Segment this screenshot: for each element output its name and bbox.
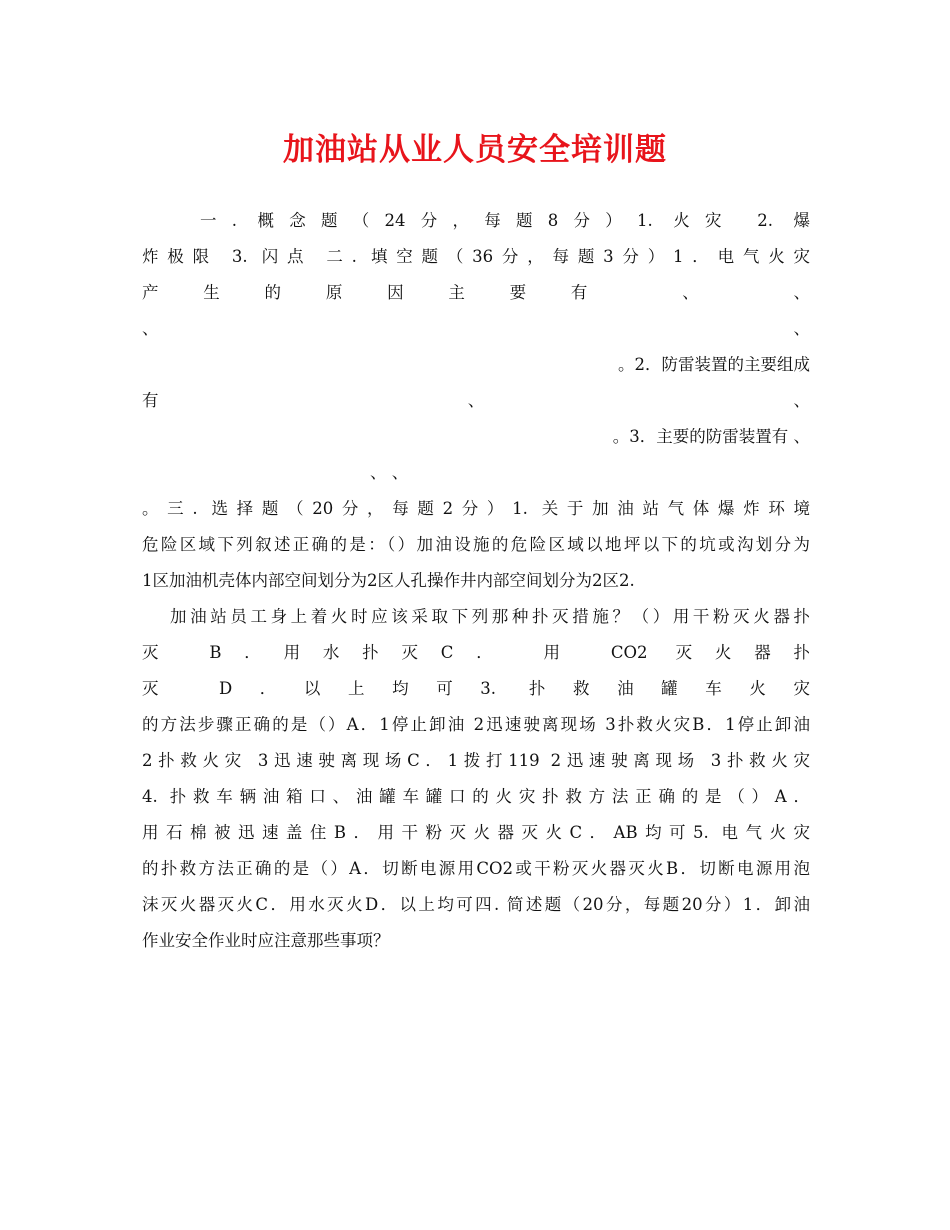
text-line-10: 危险区域下列叙述正确的是：（）加油设施的危险区域以地坪以下的坑或沟划分为	[142, 535, 810, 554]
text-line-13: 灭 B．用水扑灭C． 用 CO2 灭火器扑	[142, 643, 810, 662]
text-line-14: 灭 D．以上均可3. 扑救油罐车火灾	[142, 679, 810, 698]
text-line-6: 有 、 、	[142, 391, 810, 410]
document-title: 加油站从业人员安全培训题	[283, 132, 667, 168]
text-line-2: 炸极限 3. 闪点 二. 填空题（36分，每题3分）1．电气火灾	[142, 247, 810, 266]
text-line-19: 的扑救方法正确的是（）A．切断电源用CO2或干粉灭火器灭火B．切断电源用泡	[142, 859, 810, 878]
text-line-12: 加油站员工身上着火时应该采取下列那种扑灭措施？（）用干粉灭火器扑	[170, 607, 810, 626]
text-line-1: 一. 概念题（24分，每题8分）1. 火灾 2. 爆	[200, 211, 810, 230]
text-line-15: 的方法步骤正确的是（）A．1停止卸油 2迅速驶离现场 3扑救火灾B．1停止卸油	[142, 715, 810, 734]
text-line-7: 。3．主要的防雷装置有 、	[612, 427, 810, 446]
text-line-8: 、 、	[370, 463, 409, 482]
text-line-5: 。2．防雷装置的主要组成	[618, 355, 810, 374]
text-line-17: 4. 扑救车辆油箱口、油罐车罐口的火灾扑救方法正确的是（）A．	[142, 787, 810, 806]
text-line-18: 用石棉被迅速盖住B．用干粉灭火器灭火C．AB均可5. 电气火灾	[142, 823, 810, 842]
text-line-21: 作业安全作业时应注意那些事项？	[142, 931, 390, 950]
text-line-20: 沫灭火器灭火C．用水灭火D．以上均可四. 简述题（20分，每题20分）1．卸油	[142, 895, 810, 914]
text-line-11: 1区加油机壳体内部空间划分为2区人孔操作井内部空间划分为2区2.	[142, 571, 635, 590]
text-line-16: 2扑救火灾 3迅速驶离现场C．1拨打119 2迅速驶离现场 3扑救火灾	[142, 751, 810, 770]
text-line-3: 产生的原因主要有 、 、	[142, 283, 810, 302]
text-line-4: 、 、	[142, 319, 810, 338]
text-line-9: 。三. 选择题（20分，每题2分）1. 关于加油站气体爆炸环境	[142, 499, 810, 518]
